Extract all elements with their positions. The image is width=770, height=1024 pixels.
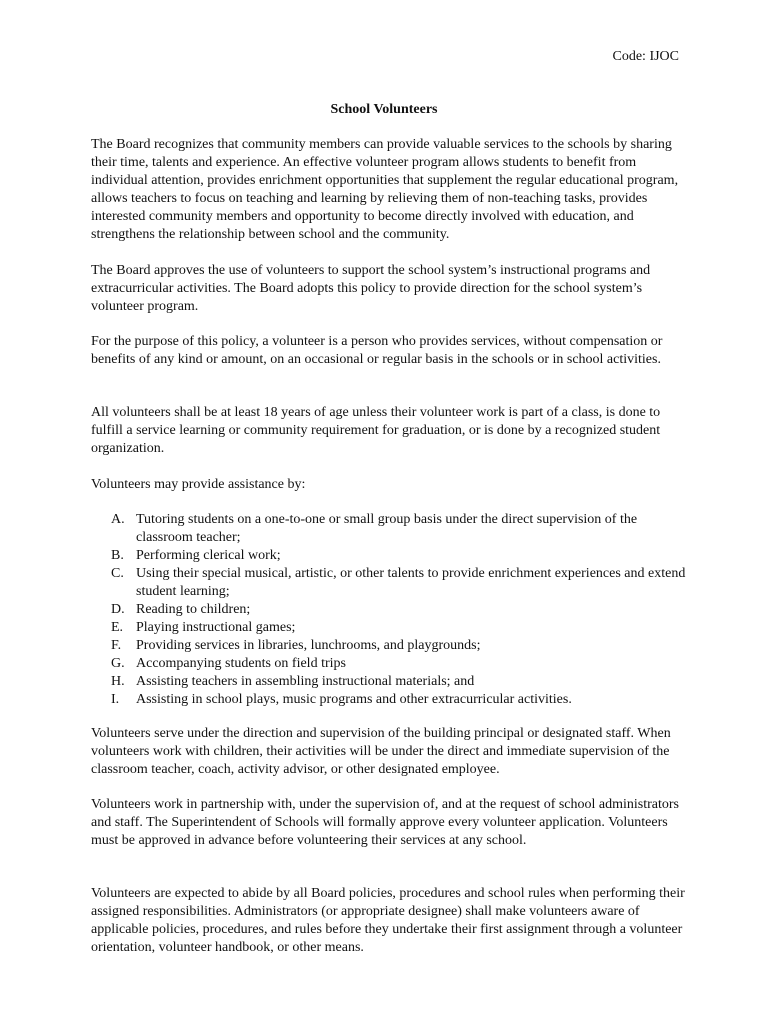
list-item	[91, 601, 689, 619]
list-marker: H.	[111, 674, 125, 689]
paragraph-age: All volunteers shall be at least 18 years of age unless their volunteer work is part of a class, is done to fulfill a service learning or community requirement for graduation, or is done by a recognized student organization.	[91, 405, 661, 456]
document-title: School Volunteers	[330, 102, 438, 117]
paragraph-intro: The Board recognizes that community members can provide valuable services to the schools by sharing their time, talents and experience. An effective volunteer program allows students to benefit from individual attention, provides enrichment opportunities that supplement the regular educational program, allows teachers to focus on teaching and learning by relieving them of non-teaching tasks, provides interested community members and opportunity to become directly involved with education, and strengthens the relationship between school and the community.	[91, 137, 679, 242]
list-item-text: Providing services in libraries, lunchrooms, and playgrounds;	[136, 638, 481, 653]
list-item-text: Tutoring students on a one-to-one or small group basis under the direct supervision of the classroom teacher;	[136, 512, 638, 545]
list-item	[91, 673, 689, 691]
list-marker: B.	[111, 548, 124, 563]
list-marker: I.	[111, 692, 120, 707]
list-item-text: Using their special musical, artistic, or other talents to provide enrichment experiences and extend student learning;	[136, 566, 686, 599]
list-marker: E.	[111, 620, 124, 635]
paragraph-approval: The Board approves the use of volunteers to support the school system’s instructional programs and extracurricular activities. The Board adopts this policy to provide direction for the school system’s volunteer program.	[91, 263, 651, 314]
list-marker: A.	[111, 512, 125, 527]
list-marker: F.	[111, 638, 122, 653]
paragraph-partnership: Volunteers work in partnership with, under the supervision of, and at the request of school administrators and staff. The Superintendent of Schools will formally approve every volunteer application. Volunteers must be approved in advance before volunteering their services at any school.	[91, 797, 680, 848]
list-item	[91, 547, 689, 565]
paragraph-policies: Volunteers are expected to abide by all Board policies, procedures and school rules when performing their assigned responsibilities. Administrators (or appropriate designee) shall make volunteers aware of applicable policies, procedures, and rules before they undertake their first assignment through a volunteer orientation, volunteer handbook, or other means.	[91, 886, 685, 955]
list-item-text: Reading to children;	[136, 602, 251, 617]
list-item	[91, 655, 689, 673]
list-marker: C.	[111, 566, 124, 581]
assistance-list	[91, 511, 689, 709]
policy-code: Code: IJOC	[612, 49, 679, 64]
list-item-text: Accompanying students on field trips	[136, 656, 346, 671]
list-marker: D.	[111, 602, 125, 617]
paragraph-assistance-intro: Volunteers may provide assistance by:	[91, 477, 306, 492]
list-item	[91, 565, 689, 601]
list-item-text: Playing instructional games;	[136, 620, 296, 635]
list-item	[91, 637, 689, 655]
paragraph-direction: Volunteers serve under the direction and supervision of the building principal or designated staff. When volunteers work with children, their activities will be under the direct and immediate supervision of the classroom teacher, coach, activity advisor, or other designated employee.	[91, 726, 671, 777]
list-item	[91, 511, 689, 547]
list-item-text: Assisting teachers in assembling instructional materials; and	[136, 674, 475, 689]
list-item	[91, 691, 689, 709]
list-item	[91, 619, 689, 637]
paragraph-definition: For the purpose of this policy, a volunteer is a person who provides services, without compensation or benefits of any kind or amount, on an occasional or regular basis in the schools or in school activities.	[91, 334, 663, 367]
list-item-text: Assisting in school plays, music programs and other extracurricular activities.	[136, 692, 572, 707]
list-item-text: Performing clerical work;	[136, 548, 281, 563]
list-marker: G.	[111, 656, 125, 671]
